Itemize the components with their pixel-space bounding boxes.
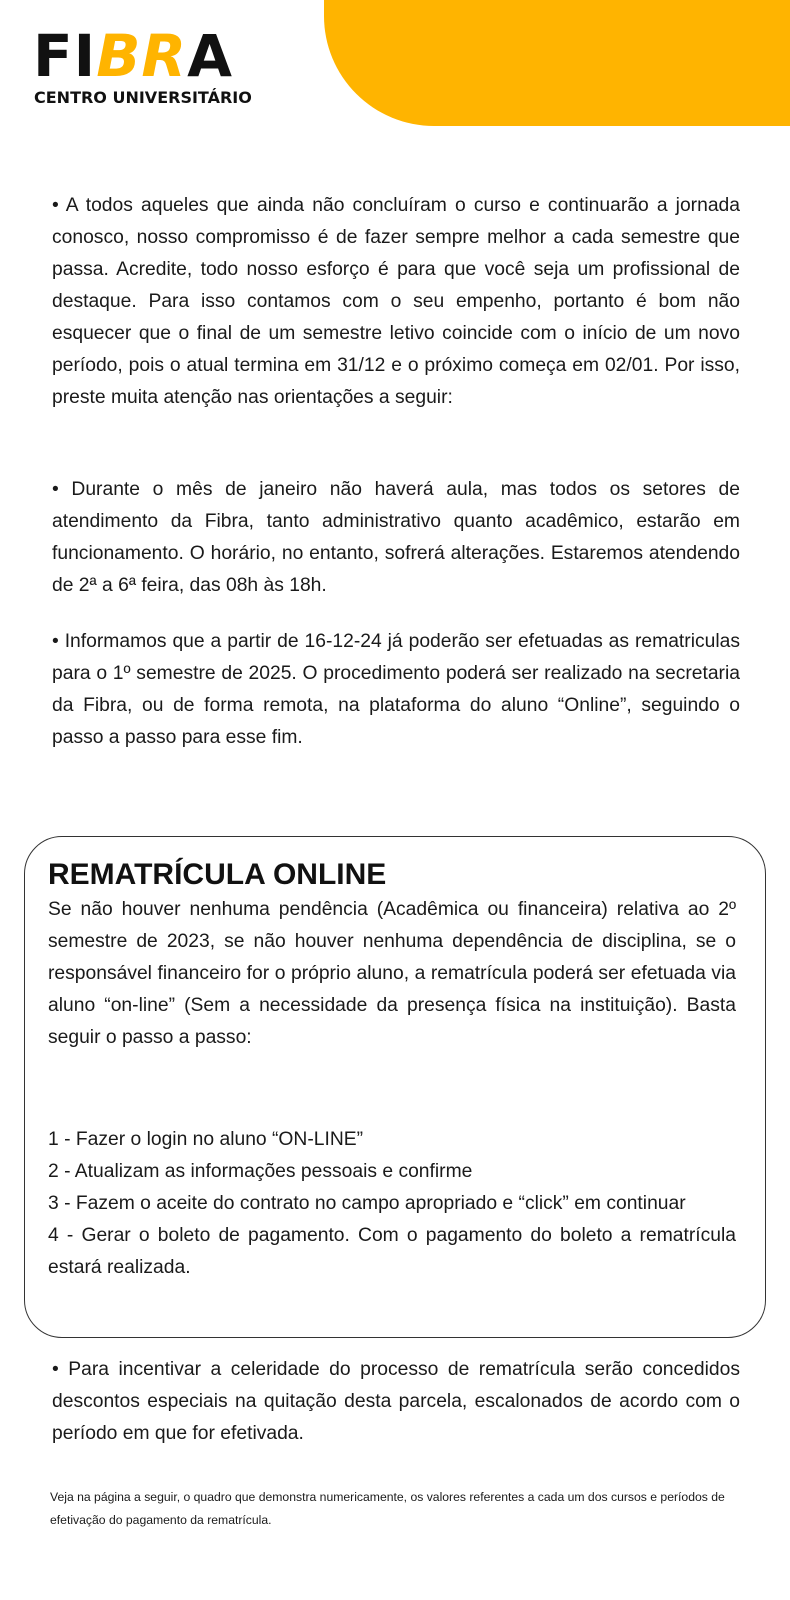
paragraph-january-hours: • Durante o mês de janeiro não haverá aula, mas todos os setores de atendimento da Fibra, tanto administrativo quanto acadêmico, estarão em funcionamento. O horário, no entanto, sofrerá alterações. Estaremos atendendo de 2ª a 6ª feira, das 08h às 18h. xyxy=(52,479,740,596)
logo-subtitle: CENTRO UNIVERSITÁRIO xyxy=(34,88,252,107)
paragraph-continuing-students: • A todos aqueles que ainda não concluíram o curso e continuarão a jornada conosco, nosso compromisso é de fazer sempre melhor a cada semestre que passa. Acredite, todo nosso esforço é para que você seja um profissional de destaque. Para isso contamos com o seu empenho, portanto é bom não esquecer que o final de um semestre letivo coincide com o início de um novo período, pois o atual termina em 31/12 e o próximo começa em 02/01. Por isso, preste muita atenção nas orientações a seguir: xyxy=(52,195,740,408)
step-item: 2 - Atualizam as informações pessoais e confirme xyxy=(48,1161,473,1182)
logo-part-br: BR xyxy=(96,22,188,90)
box-title: REMATRÍCULA ONLINE xyxy=(48,858,387,891)
step-item: 4 - Gerar o boleto de pagamento. Com o pagamento do boleto a rematrícula estará realizada. xyxy=(48,1225,736,1278)
step-item: 1 - Fazer o login no aluno “ON-LINE” xyxy=(48,1129,364,1150)
paragraph-reenrollment-dates: • Informamos que a partir de 16-12-24 já poderão ser efetuadas as rematriculas para o 1º semestre de 2025. O procedimento poderá ser realizado na secretaria da Fibra, ou de forma remota, na plataforma do aluno “Online”, seguindo o passo a passo para esse fim. xyxy=(52,631,740,748)
logo-part-fi: FI xyxy=(33,22,97,90)
paragraph-discount-incentive: • Para incentivar a celeridade do processo de rematrícula serão concedidos descontos especiais na quitação desta parcela, escalonados de acordo com o período em que for efetivada. xyxy=(52,1359,740,1444)
step-item: 3 - Fazem o aceite do contrato no campo apropriado e “click” em continuar xyxy=(48,1193,686,1214)
box-intro: Se não houver nenhuma pendência (Acadêmica ou financeira) relativa ao 2º semestre de 2023, se não houver nenhuma dependência de disciplina, se o responsável financeiro for o próprio aluno, a rematrícula poderá ser efetuada via aluno “on-line” (Sem a necessidade da presença física na instituição). Basta seguir o passo a passo: xyxy=(48,899,736,1048)
logo-wordmark xyxy=(33,22,233,90)
yellow-corner-shape xyxy=(324,0,790,126)
fibra-logo xyxy=(33,22,293,110)
logo-part-a: A xyxy=(187,22,233,90)
footnote: Veja na página a seguir, o quadro que demonstra numericamente, os valores referentes a cada um dos cursos e períodos de efetivação do pagamento da rematrícula. xyxy=(50,1490,725,1527)
steps-list xyxy=(48,1124,736,1284)
